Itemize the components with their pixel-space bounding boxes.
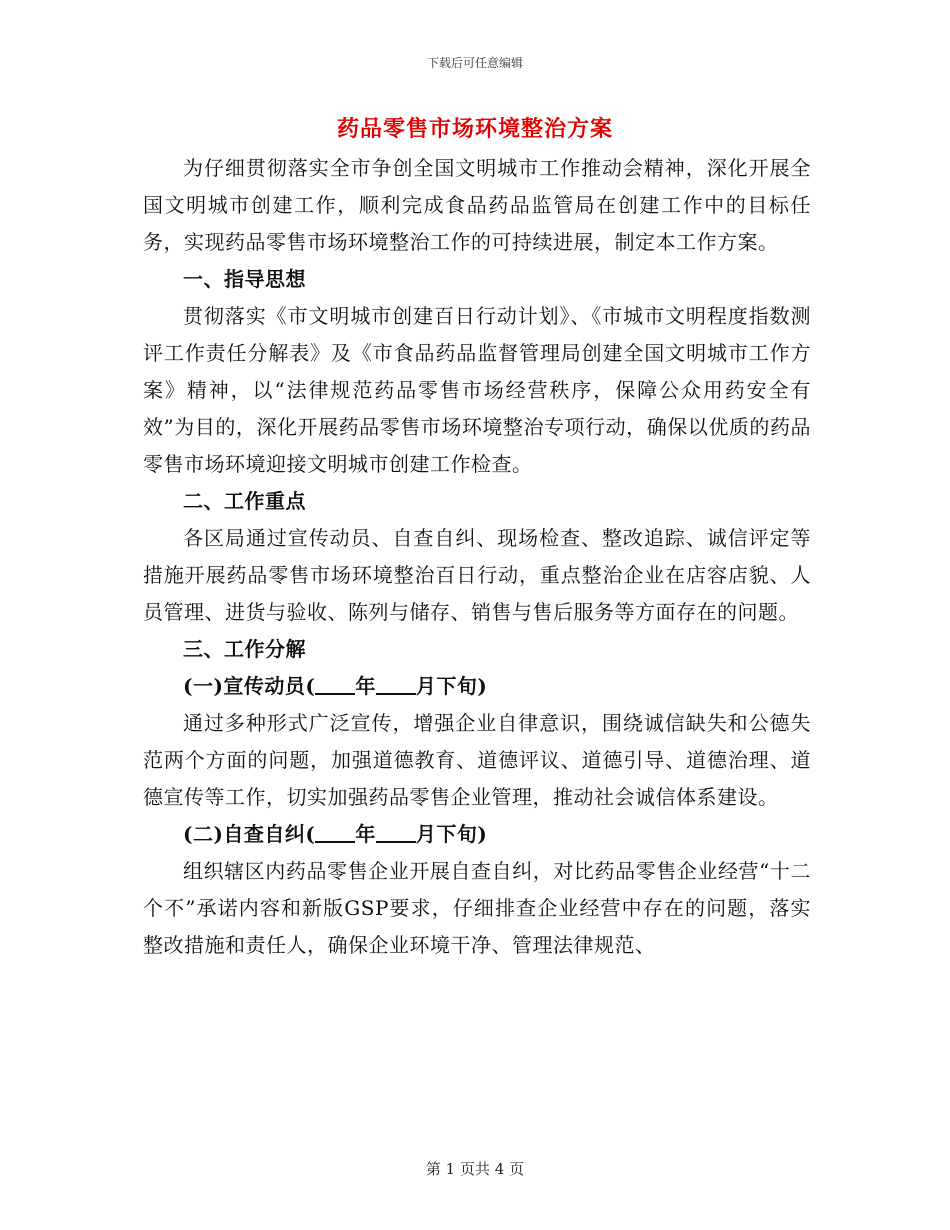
subsection-1-year: 年 [355,674,376,698]
subsection-2-month: 月下旬) [415,822,488,846]
year-blank [315,673,355,695]
header-note: 下载后可任意编辑 [426,56,523,70]
page-footer: 第 1 页共 4 页 [425,1160,525,1178]
section-2-paragraph: 各区局通过宣传动员、自查自纠、现场检查、整改追踪、诚信评定等措施开展药品零售市场环境整治百日行动，重点整治企业在店容店貌、人员管理、进货与验收、陈列与储存、销售与售后服务等方面存在的问题。 [143,526,811,624]
subsection-1-heading [143,668,811,705]
document-title: 药品零售市场环境整治方案 [336,116,613,142]
section-1-paragraph: 贯彻落实《市文明城市创建百日行动计划》、《市城市文明程度指数测评工作责任分解表》及《市食品药品监督管理局创建全国文明城市工作方案》精神，以“法律规范药品零售市场经营秩序，保障公众用药安全有效”为目的，深化开展药品零售市场环境整治专项行动，确保以优质的药品零售市场环境迎接文明城市创建工作检查。 [143,304,811,476]
subsection-2-year: 年 [355,822,376,846]
section-1-heading: 一、指导思想 [183,267,306,291]
section-3-heading: 三、工作分解 [183,637,306,661]
subsection-2-heading [143,816,811,853]
subsection-2-label: (二)自查自纠( [183,822,316,846]
month-blank [376,673,416,695]
intro-paragraph: 为仔细贯彻落实全市争创全国文明城市工作推动会精神，深化开展全国文明城市创建工作，顺利完成食品药品监管局在创建工作中的目标任务，实现药品零售市场环境整治工作的可持续进展，制定本工作方案。 [143,156,811,254]
document-body [143,150,811,964]
subsection-1-paragraph: 通过多种形式广泛宣传，增强企业自律意识，围绕诚信缺失和公德失范两个方面的问题，加强道德教育、道德评议、道德引导、道德治理、道德宣传等工作，切实加强药品零售企业管理，推动社会诚信体系建设。 [143,711,811,809]
subsection-1-month: 月下旬) [415,674,488,698]
subsection-1-label: (一)宣传动员( [183,674,316,698]
month-blank [376,821,416,843]
section-2-heading: 二、工作重点 [183,489,306,513]
subsection-2-paragraph: 组织辖区内药品零售企业开展自查自纠，对比药品零售企业经营“十二个不”承诺内容和新版GSP要求，仔细排查企业经营中存在的问题，落实整改措施和责任人，确保企业环境干净、管理法律规范、 [143,859,811,957]
year-blank [315,821,355,843]
